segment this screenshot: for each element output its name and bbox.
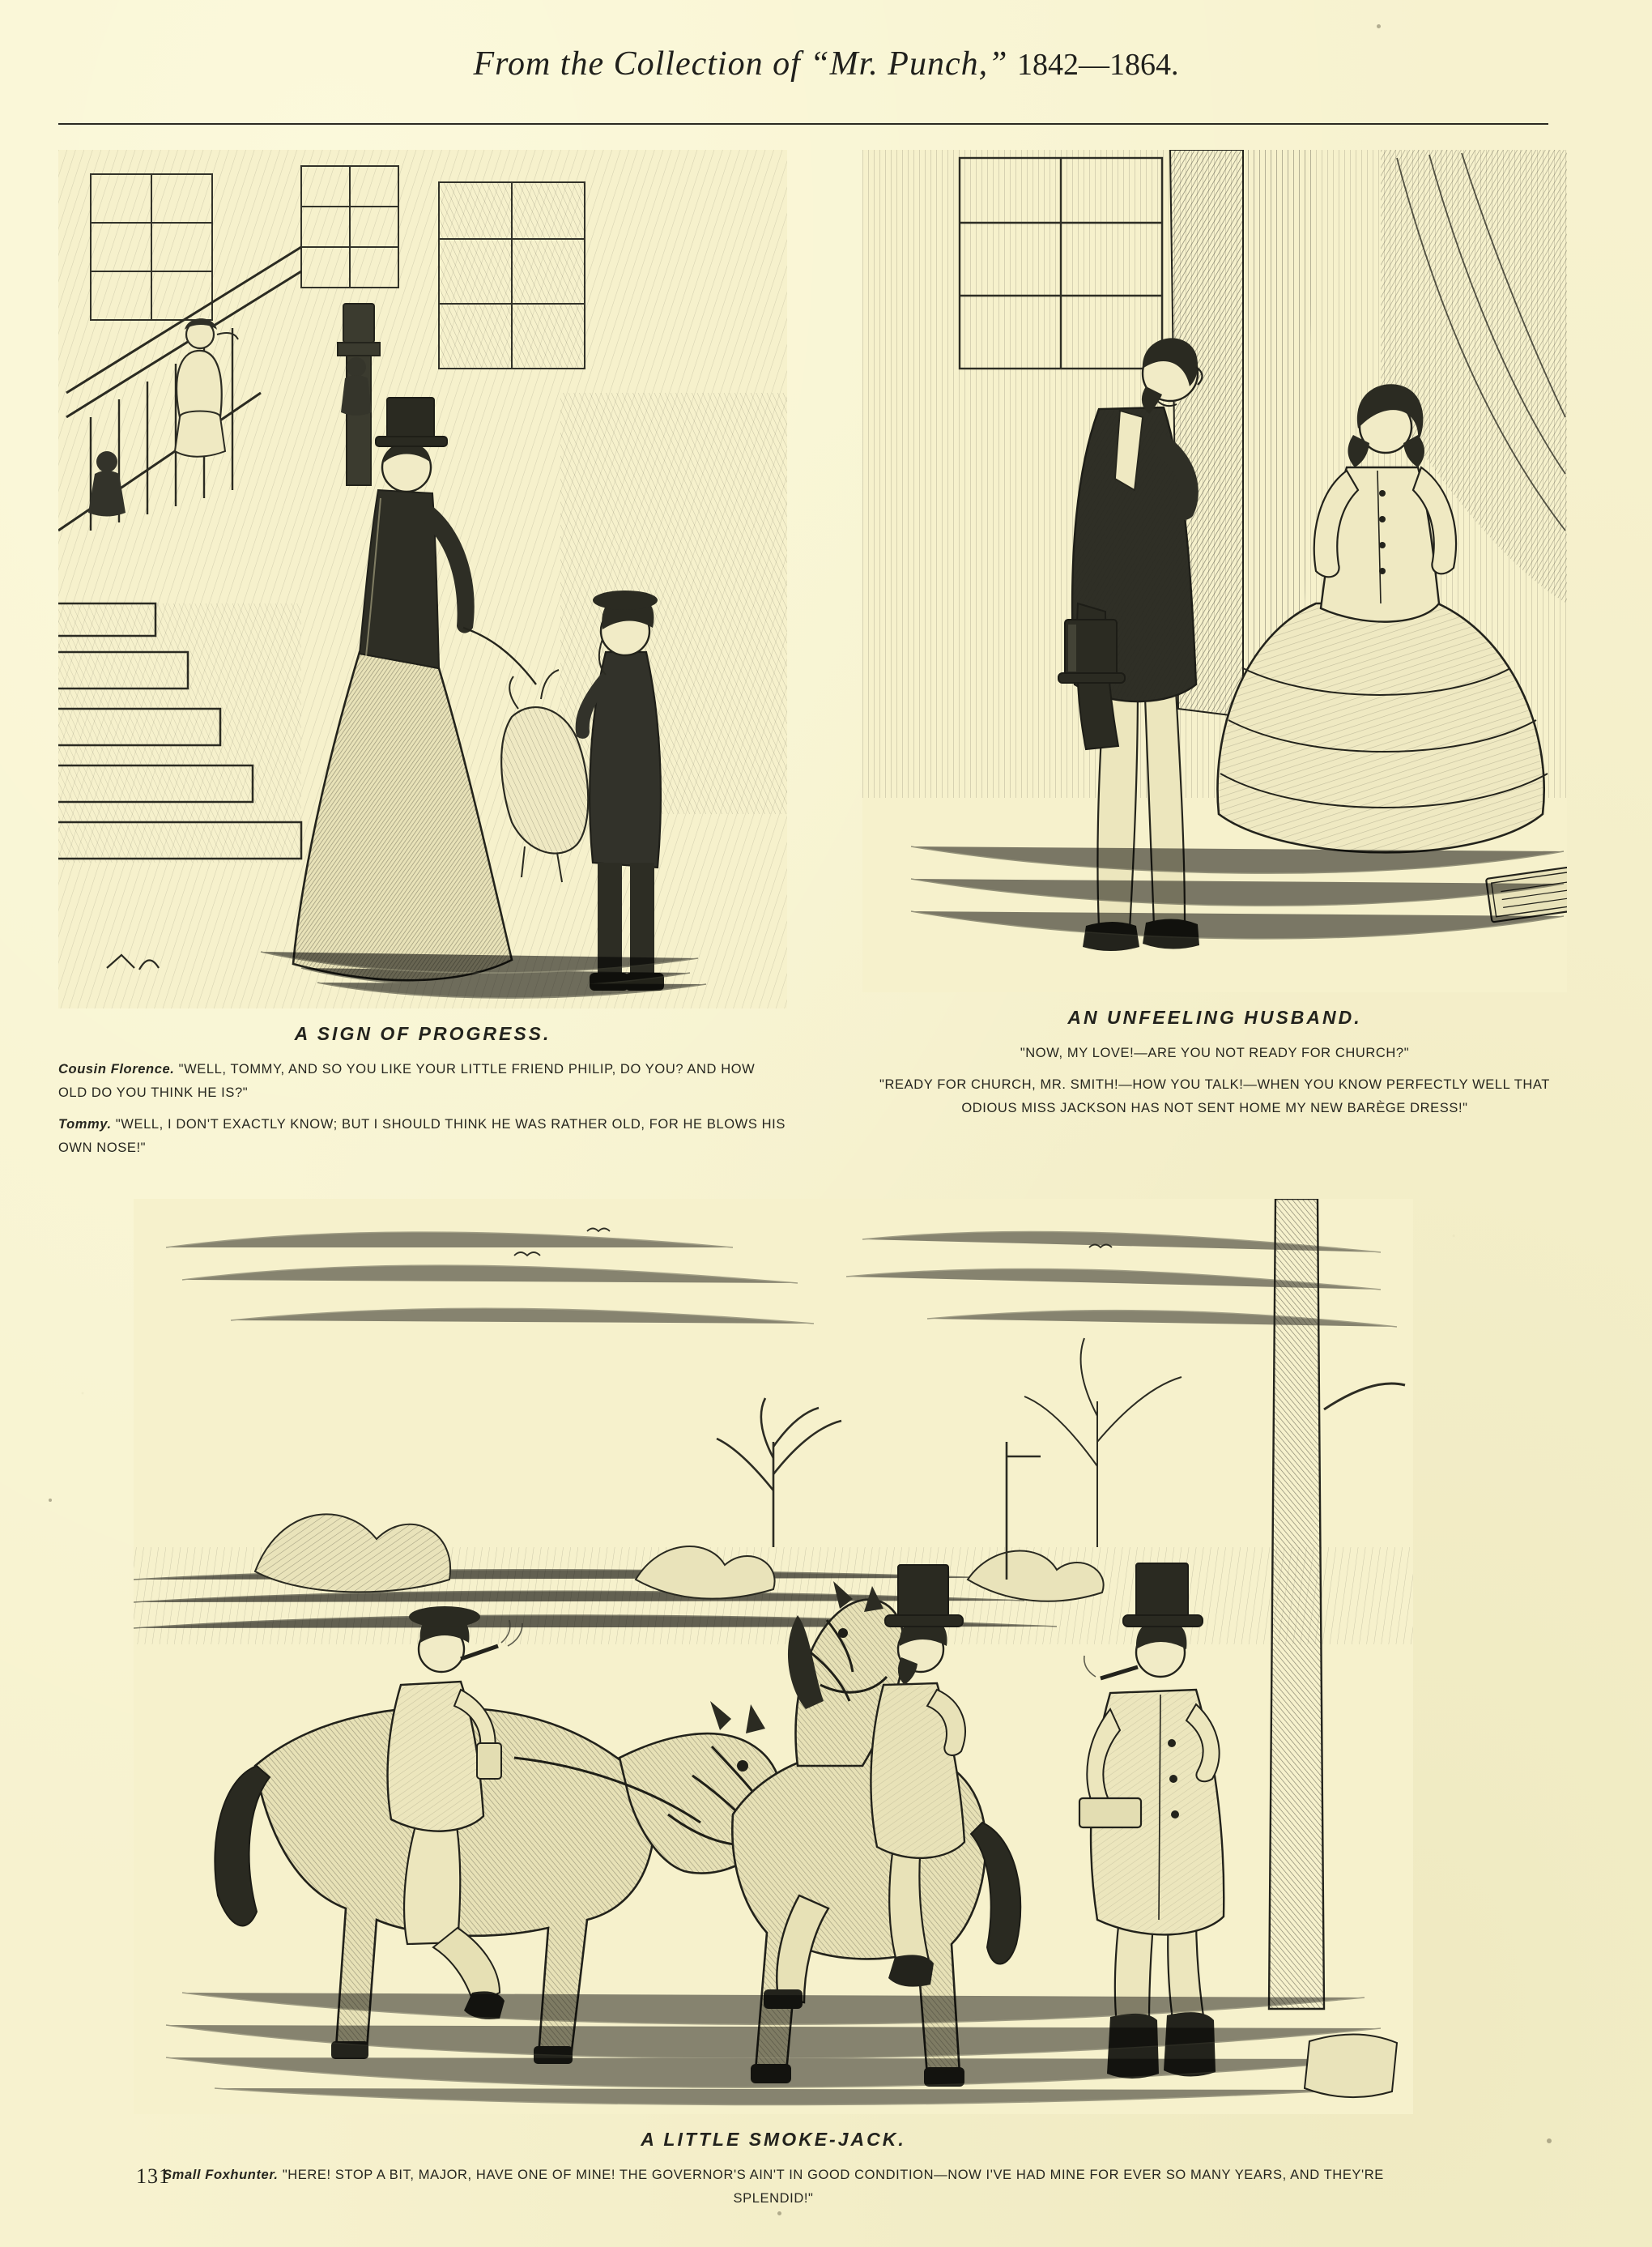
caption-speaker: Small Foxhunter. [163,2168,279,2182]
caption-line [862,1042,1567,1065]
caption-text: "WELL, TOMMY, AND SO YOU LIKE YOUR LITTLE FRIEND PHILIP, DO YOU? AND HOW OLD DO YOU THINK HE IS?" [58,1062,756,1100]
header-title-text: From the Collection of “Mr. Punch,” [473,45,1008,83]
cartoon-illustration-left [58,150,787,1008]
cartoon-an-unfeeling-husband [862,150,1567,1128]
cartoon-a-sign-of-progress [58,150,787,1168]
page-header [0,45,1652,83]
caption-body-bottom [134,2164,1413,2211]
cartoon-a-little-smoke-jack [134,1199,1413,2219]
caption-title-bottom: A LITTLE SMOKE-JACK. [641,2129,906,2150]
caption-line [58,1113,787,1160]
caption-body-right [862,1042,1567,1120]
caption-speaker: Tommy. [58,1116,112,1132]
header-years: 1842—1864. [1016,48,1179,82]
page-number: 131 [136,2164,170,2188]
ink-fleck [777,2211,781,2215]
caption-text: "READY FOR CHURCH, MR. SMITH!—HOW YOU TALK!—WHEN YOU KNOW PERFECTLY WELL THAT ODIOUS MISS JACKSON HAS NOT SENT HOME MY NEW BARÈGE DRESS!" [879,1077,1550,1115]
ink-fleck [49,1499,52,1502]
caption-text: "NOW, MY LOVE!—ARE YOU NOT READY FOR CHURCH?" [1020,1046,1410,1060]
cartoon-illustration-right [862,150,1567,992]
caption-text: "WELL, I DON'T EXACTLY KNOW; BUT I SHOULD THINK HE WAS RATHER OLD, FOR HE BLOWS HIS OWN NOSE!" [58,1116,786,1155]
caption-title-right: AN UNFEELING HUSBAND. [1067,1007,1362,1028]
caption-speaker: Cousin Florence. [58,1062,175,1077]
cartoon-illustration-bottom [134,1199,1413,2114]
caption-text: "HERE! STOP A BIT, MAJOR, HAVE ONE OF MINE! THE GOVERNOR'S AIN'T IN GOOD CONDITION—NOW I'VE HAD MINE FOR EVER SO MANY YEARS, AND THEY'RE SPLENDID!" [282,2168,1384,2206]
caption-line [134,2164,1413,2211]
caption-line [862,1073,1567,1120]
caption-line [58,1058,787,1105]
header-rule [58,123,1548,125]
caption-title-left: A SIGN OF PROGRESS. [294,1023,551,1044]
ink-fleck [1547,2138,1552,2143]
caption-body-left [58,1058,787,1160]
ink-fleck [1377,24,1381,28]
